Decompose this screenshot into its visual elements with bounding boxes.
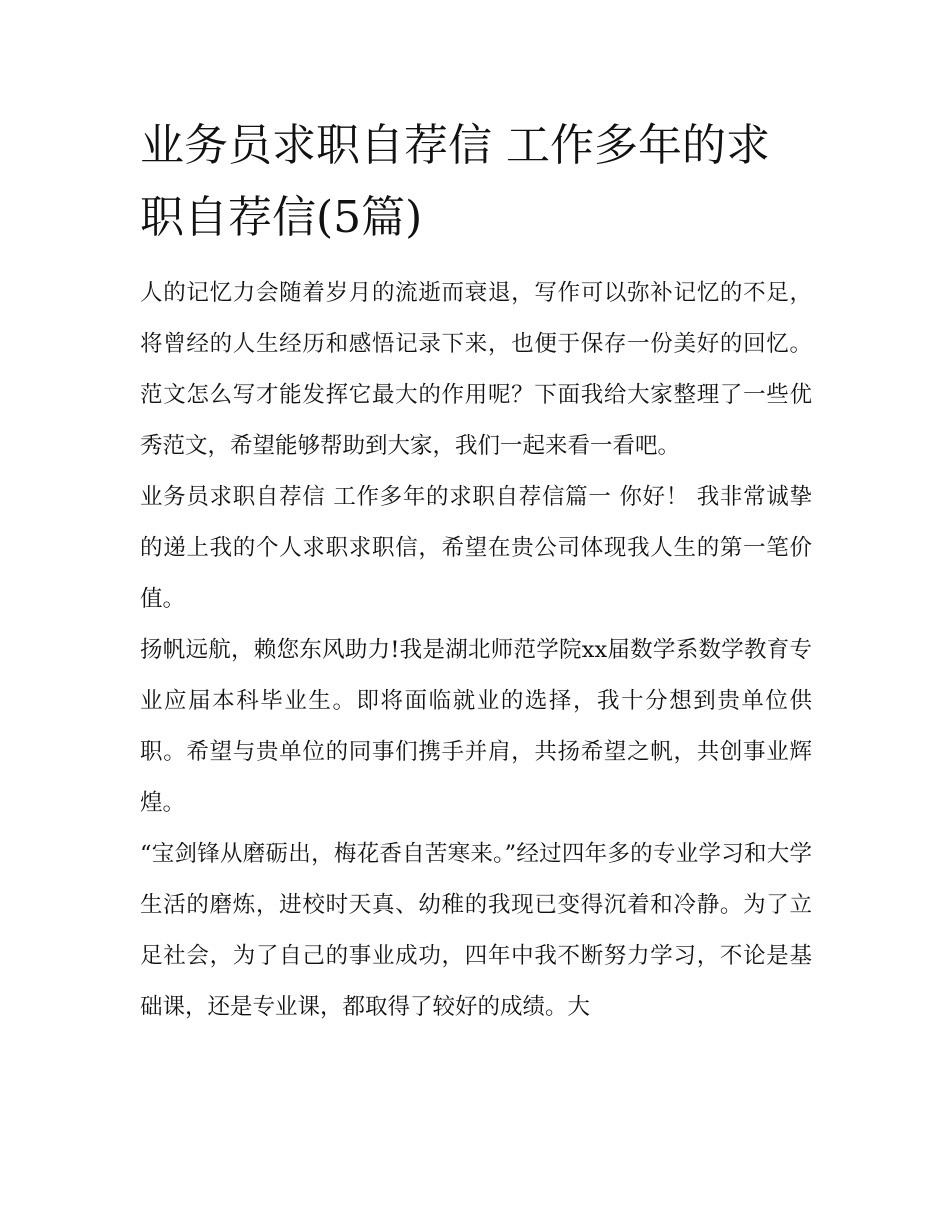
document-content <box>140 110 812 1033</box>
paragraph-self-introduction: 扬帆远航，赖您东风助力!我是湖北师范学院xx届数学系数学教育专业应届本科毕业生。即将面临就业的选择，我十分想到贵单位供职。希望与贵单位的同事们携手并肩，共扬希望之帆，共创事业辉煌。 <box>140 637 812 816</box>
paragraph-intro: 人的记忆力会随着岁月的流逝而衰退，写作可以弥补记忆的不足，将曾经的人生经历和感悟记录下来，也便于保存一份美好的回忆。范文怎么写才能发挥它最大的作用呢？下面我给大家整理了一些优秀范文，希望能够帮助到大家，我们一起来看一看吧。 <box>140 280 812 459</box>
document-title: 业务员求职自荐信 工作多年的求职自荐信(5篇) <box>140 120 770 243</box>
paragraph-study-experience: “宝剑锋从磨砺出，梅花香自苦寒来。”经过四年多的专业学习和大学生活的磨炼，进校时天真、幼稚的我现已变得沉着和冷静。为了立足社会，为了自己的事业成功，四年中我不断努力学习，不论是基础课，还是专业课，都取得了较好的成绩。大 <box>140 841 812 1020</box>
paragraph-greeting: 业务员求职自荐信 工作多年的求职自荐信篇一 你好！ 我非常诚挚的递上我的个人求职求职信，希望在贵公司体现我人生的第一笔价值。 <box>140 484 812 612</box>
